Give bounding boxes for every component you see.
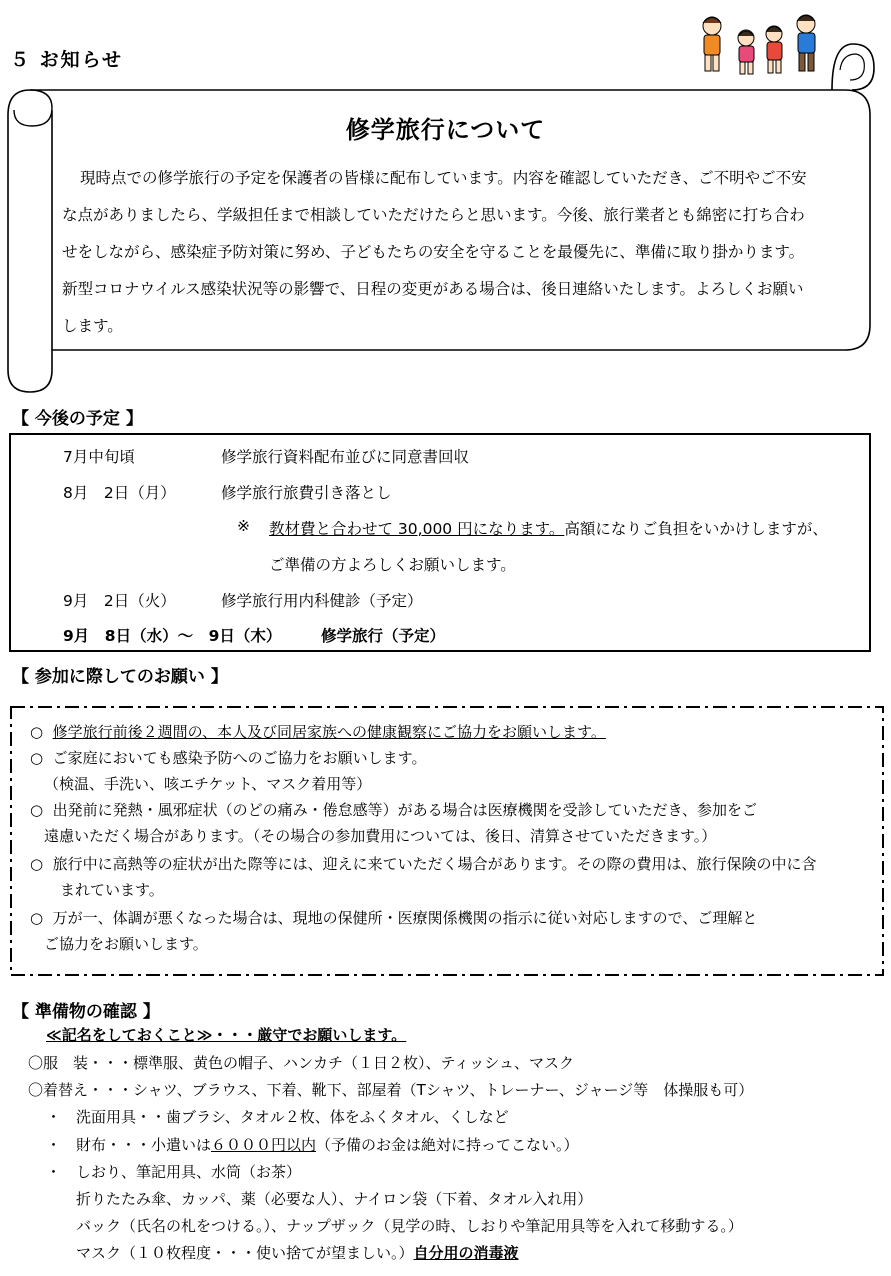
request-text: 旅行中に高熱等の症状が出た際等には、迎えに来ていただく場合があります。その際の費用は、旅行保険の中に含 [52,855,817,873]
prep-misc: しおり、筆記用具、水筒（お茶） [76,1163,302,1181]
bullet: ○ [30,909,44,927]
request-item [30,798,880,823]
schedule-date: 9月 2日（火） [63,592,176,610]
bullet-dot: ・ [46,1136,62,1154]
bullet: ○ [30,855,44,873]
request-item [30,852,880,877]
schedule-box [9,433,871,652]
request-subtext: （検温、手洗い、咳エチケット、マスク着用等） [44,775,372,793]
trip-date: 9月 8日（水）〜 9日（木） [63,627,282,645]
request-subtext: まれています。 [60,881,164,899]
bullet: ○ [30,723,44,741]
schedule-note [269,517,828,539]
notice-line: な点がありましたら、学級担任まで相談していただけたらと思います。今後、旅行業者とも綿密に打ち合わ [62,206,805,224]
mask-text: マスク（１０枚程度・・・使い捨てが望ましい。） [76,1244,414,1262]
bullet-dot: ・ [46,1108,62,1126]
requests-heading: 【 参加に際してのお願い 】 [12,667,228,687]
section-label: ５ お知らせ [10,49,124,71]
bullet: ○ [30,749,44,767]
schedule-event: 修学旅行資料配布並びに同意書回収 [221,448,470,466]
prep-misc: 折りたたみ傘、カッパ、薬（必要な人）、ナイロン袋（下着、タオル入れ用） [76,1190,593,1208]
wallet-pre: 財布・・・小遣いは [76,1136,212,1154]
request-text: 万が一、体調が悪くなった場合は、現地の保健所・医療関係機関の指示に従い対応しますので、ご理解と [52,909,758,927]
notice-line: します。 [62,317,123,335]
prep-change: 〇着替え・・・シャツ、ブラウス、下着、靴下、部屋着（Tシャツ、トレーナー、ジャージ等 体操服も可） [28,1081,754,1099]
notice-line: 現時点での修学旅行の予定を保護者の皆様に配布しています。内容を確認していただき、ご不明やご不安 [80,169,807,187]
request-subtext: ご協力をお願いします。 [44,935,208,953]
request-text: 出発前に発熱・風邪症状（のどの痛み・倦怠感等）がある場合は医療機関を受診していただき、参加をご [52,801,758,819]
note-rest: 高額になりご負担をいかけしますが、 [564,520,828,538]
prep-note: ≪記名をしておくこと≫・・・厳守でお願いします。 [46,1026,407,1044]
request-subtext: 遠慮いただく場合があります。（その場合の参加費用については、後日、清算させていただきます。） [44,827,717,845]
prep-wash: 洗面用具・・歯ブラシ、タオル２枚、体をふくタオル、くしなど [76,1108,509,1126]
wallet-amount: ６０００円以内 [211,1136,317,1154]
schedule-event: 修学旅行旅費引き落とし [221,484,392,502]
schedule-date: 8月 2日（月） [63,484,176,502]
bullet-dot: ・ [46,1163,62,1181]
request-item [30,720,880,745]
request-item [30,746,880,771]
schedule-event: 修学旅行用内科健診（予定） [221,592,423,610]
schedule-note-line2: ご準備の方よろしくお願いします。 [269,556,516,574]
request-text: 修学旅行前後２週間の、本人及び同居家族への健康観察にご協力をお願いします。 [52,723,606,741]
note-mark: ※ [237,517,250,535]
notice-title: 修学旅行について [345,116,546,144]
prep-heading: 【 準備物の確認 】 [12,1002,160,1022]
schedule-date: 7月中旬頃 [63,448,135,466]
bullet: ○ [30,801,44,819]
request-text: ご家庭においても感染予防へのご協力をお願いします。 [52,749,427,767]
prep-wallet [76,1134,579,1155]
trip-event: 修学旅行（予定） [321,627,446,645]
wallet-post: （予備のお金は絶対に持ってこない。） [316,1136,579,1154]
schedule-heading: 【 今後の予定 】 [12,409,143,429]
prep-misc [76,1242,519,1263]
request-item [30,906,880,931]
note-underlined: 教材費と合わせて 30,000 円になります。 [269,520,565,538]
notice-line: せをしながら、感染症予防対策に努め、子どもたちの安全を守ることを最優先に、準備に取り掛かります。 [62,243,805,261]
prep-clothes: 〇服 装・・・標準服、黄色の帽子、ハンカチ（１日２枚）、ティッシュ、マスク [28,1054,575,1072]
notice-body [62,160,852,345]
notice-line: 新型コロナウイルス感染状況等の影響で、日程の変更がある場合は、後日連絡いたします。よろしくお願い [62,280,804,298]
sanitizer-text: 自分用の消毒液 [413,1244,519,1262]
prep-misc: バック（氏名の札をつける。）、ナップザック（見学の時、しおりや筆記用具等を入れて移動する。） [76,1217,743,1235]
